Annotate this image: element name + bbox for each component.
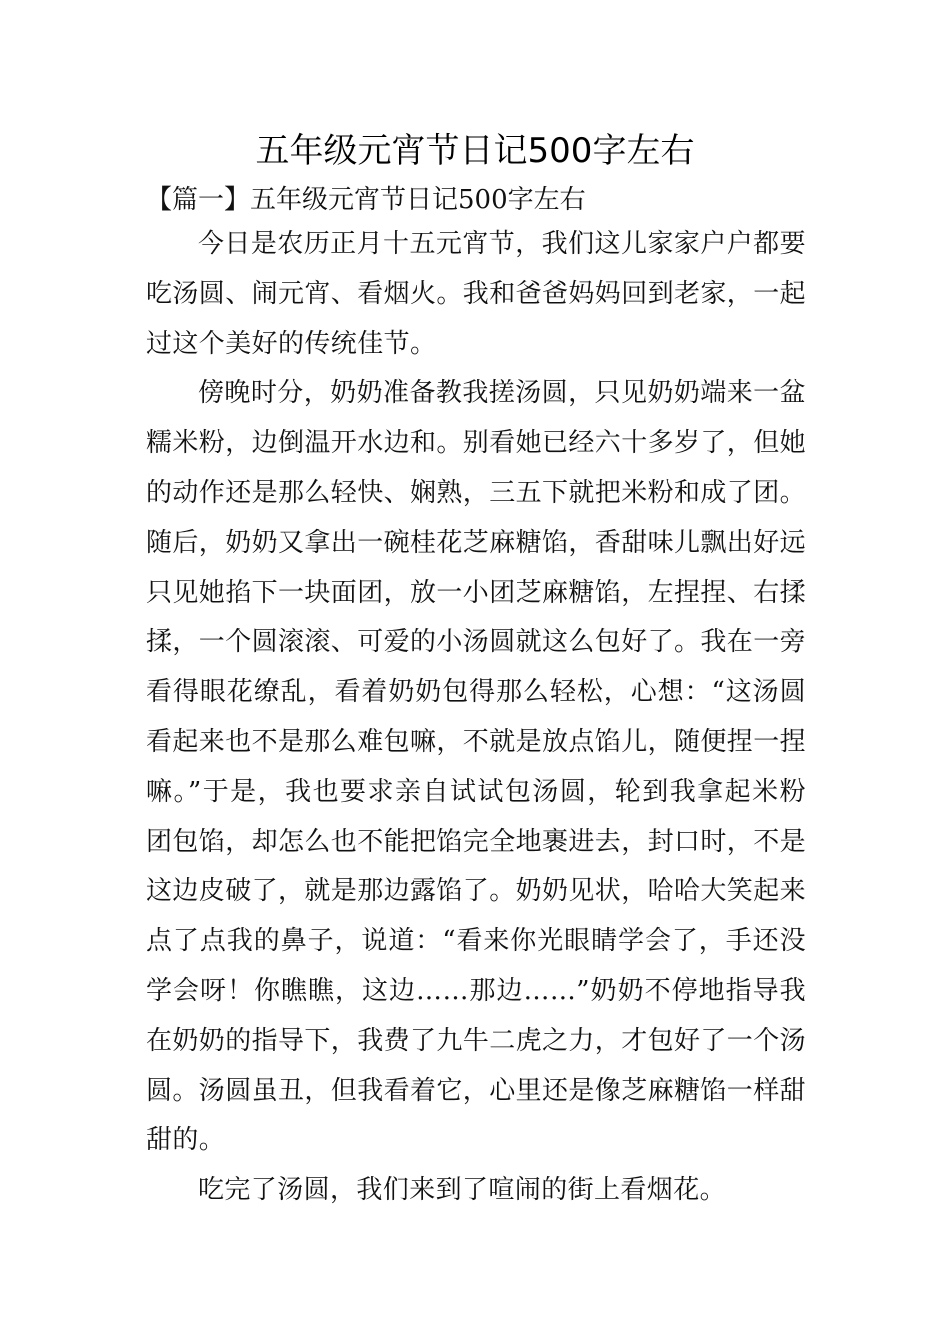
paragraph-3 [146, 1166, 806, 1216]
text-line: 圆。汤圆虽丑，但我看着它，心里还是像芝麻糖馅一样甜 [146, 1075, 807, 1106]
text-line: 看起来也不是那么难包嘛，不就是放点馅儿，随便捏一捏 [146, 726, 807, 757]
text-line: 随后，奶奶又拿出一碗桂花芝麻糖馅，香甜味儿飘出好远 [146, 527, 807, 558]
text-line: 的动作还是那么轻快、娴熟，三五下就把米粉和成了团。 [146, 477, 807, 508]
text-line: 只见她掐下一块面团，放一小团芝麻糖馅，左捏捏、右揉 [146, 577, 807, 608]
text-line: 揉，一个圆滚滚、可爱的小汤圆就这么包好了。我在一旁 [146, 627, 807, 658]
text-line: 糯米粉，边倒温开水边和。别看她已经六十多岁了，但她 [146, 428, 807, 459]
text-line: 甜的。 [146, 1125, 226, 1156]
text-line: 吃汤圆、闹元宵、看烟火。我和爸爸妈妈回到老家，一起 [146, 278, 807, 309]
text-line: 学会呀！你瞧瞧，这边……那边……”奶奶不停地指导我 [146, 975, 806, 1006]
text-line: 这边皮破了，就是那边露馅了。奶奶见状，哈哈大笑起来 [146, 876, 807, 907]
text-line: 团包馅，却怎么也不能把馅完全地裹进去，封口时，不是 [146, 826, 807, 857]
text-line: 在奶奶的指导下，我费了九牛二虎之力，才包好了一个汤 [146, 1025, 807, 1056]
text-line: 傍晚时分，奶奶准备教我搓汤圆，只见奶奶端来一盆 [198, 378, 806, 409]
text-line: 点了点我的鼻子，说道：“看来你光眼睛学会了，手还没 [146, 926, 806, 957]
paragraph-1 [146, 220, 806, 369]
document-title: 五年级元宵节日记500字左右 [255, 131, 695, 171]
text-line: 看得眼花缭乱，看着奶奶包得那么轻松，心想：“这汤圆 [146, 677, 806, 708]
document-body [146, 180, 806, 1216]
text-line: 过这个美好的传统佳节。 [146, 328, 437, 359]
text-line: 嘛。”于是，我也要求亲自试试包汤圆，轮到我拿起米粉 [146, 776, 806, 807]
text-line: 今日是农历正月十五元宵节，我们这儿家家户户都要 [198, 229, 806, 259]
paragraph-2 [146, 369, 806, 1166]
text-line: 吃完了汤圆，我们来到了喧闹的街上看烟花。 [198, 1175, 727, 1206]
section-heading: 【篇一】五年级元宵节日记500字左右 [146, 185, 586, 215]
